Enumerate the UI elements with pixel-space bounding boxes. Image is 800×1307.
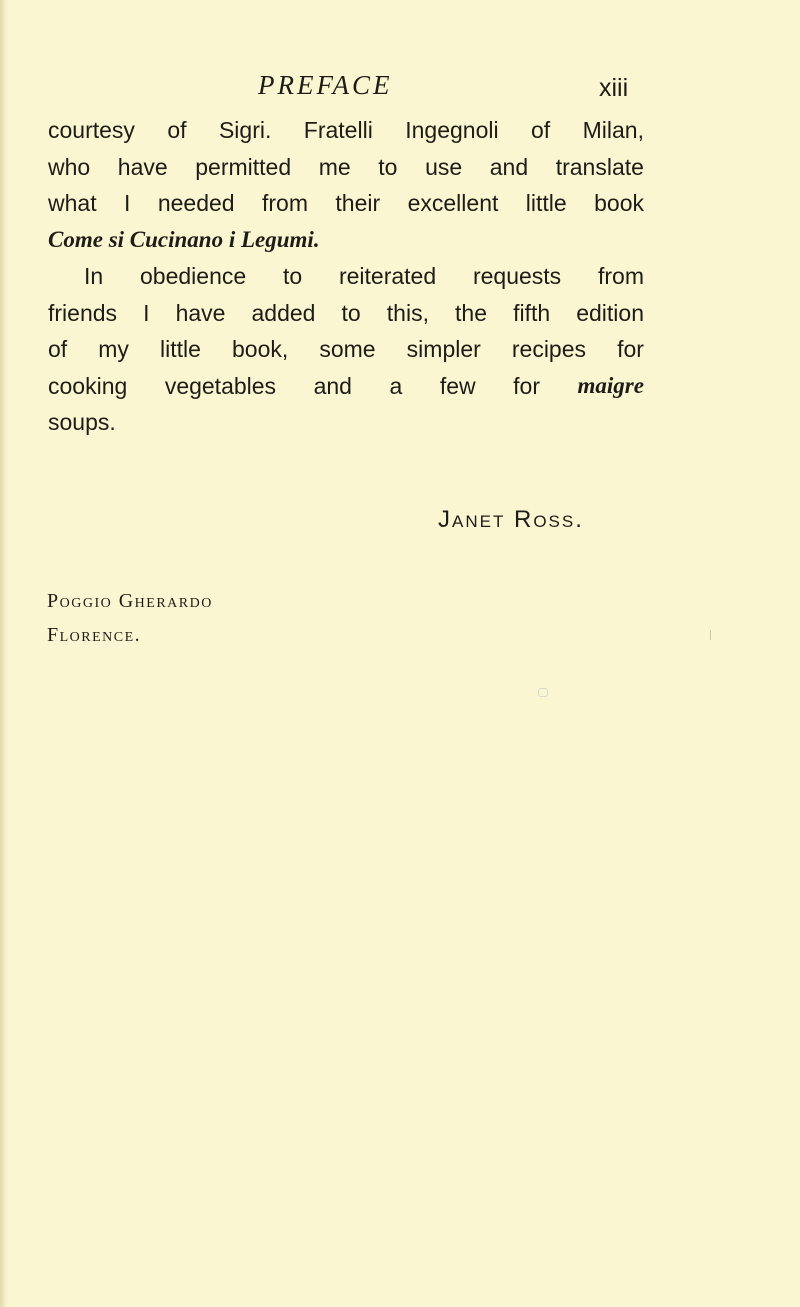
paper-mark [710, 630, 711, 640]
page-gutter-shadow [0, 0, 6, 1307]
text-line: what I needed from their excellent little book [48, 190, 644, 216]
place-line-1: Poggio Gherardo [47, 590, 213, 612]
text-line: soups. [48, 409, 116, 435]
author-signature: Janet Ross. [438, 506, 584, 533]
text-line [48, 222, 644, 259]
text-line: friends I have added to this, the fifth edition [48, 299, 644, 326]
paper-speck [538, 688, 548, 697]
text-line: of my little book, some simpler recipes for [48, 336, 644, 362]
book-title: Come si Cucinano i Legumi. [48, 226, 320, 252]
text-line: cooking vegetables and a few for maigre [48, 368, 644, 405]
text-line: who have permitted me to use and translate [48, 153, 644, 180]
page-number: xiii [599, 74, 629, 102]
running-title: PREFACE [258, 70, 393, 100]
text-line: courtesy of Sigri. Fratelli Ingegnoli of Milan, [48, 117, 644, 143]
preface-text [48, 112, 644, 441]
place-line-2: Florence. [47, 624, 142, 646]
text-line: In obedience to reiterated requests from [84, 263, 644, 289]
italic-word: maigre [577, 372, 644, 398]
